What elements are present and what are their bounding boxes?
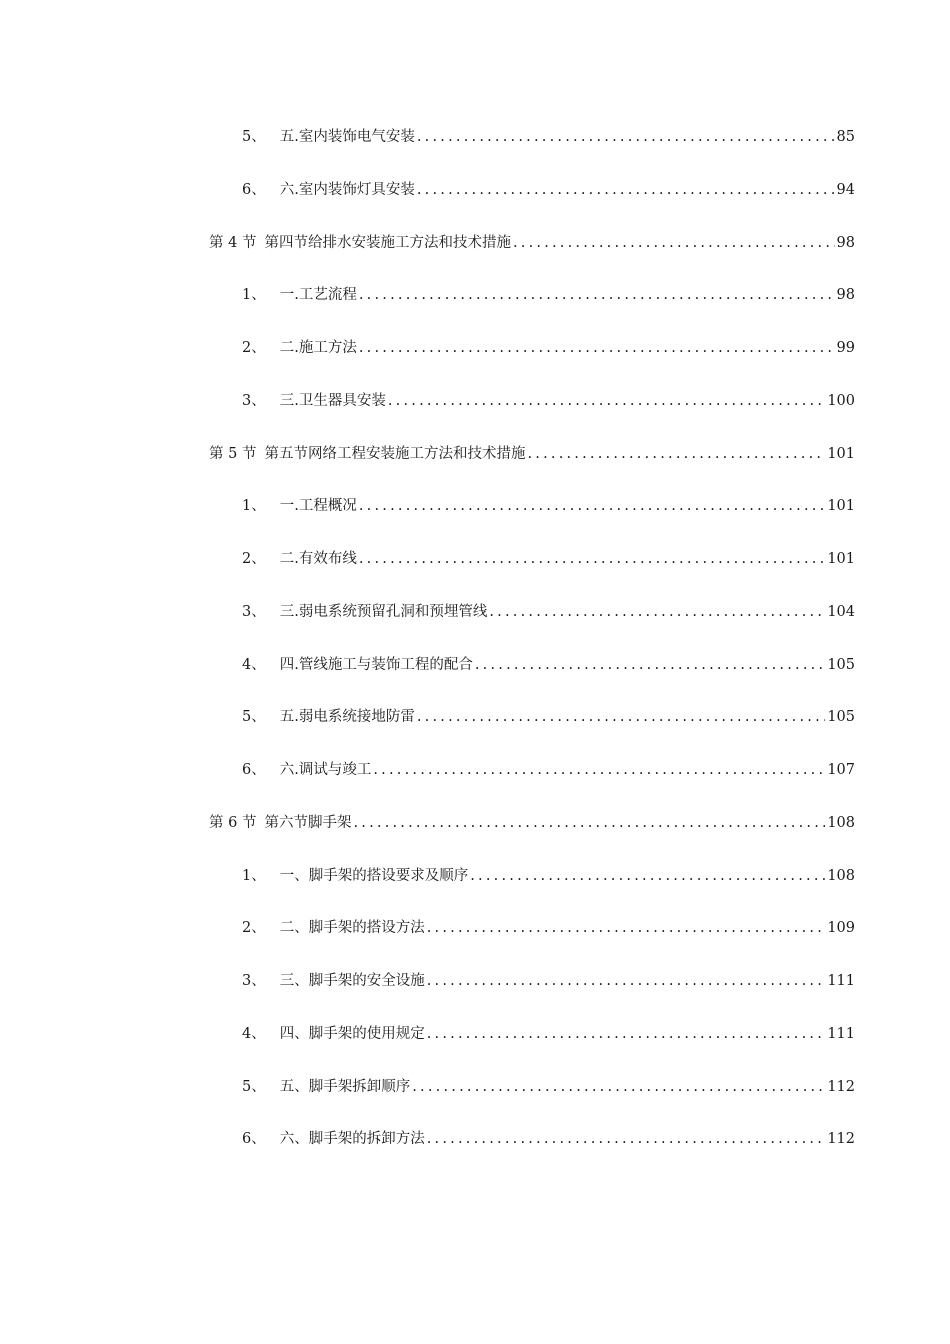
toc-section-entry[interactable] [209, 441, 855, 494]
toc-entry-number: 4、 [242, 1025, 266, 1042]
toc-entry-title: 六.调试与竣工 [279, 762, 372, 778]
toc-entry-page: 98 [836, 287, 855, 304]
toc-dot-leader [388, 388, 825, 414]
toc-entry-number: 6、 [242, 762, 266, 778]
toc-section-number: 第 4 节 [209, 234, 257, 251]
toc-entry-number: 4、 [242, 656, 266, 673]
toc-entry-title: 二.施工方法 [279, 340, 357, 356]
toc-entry-page: 85 [836, 129, 855, 145]
toc-entry-title: 五.弱电系统接地防雷 [279, 709, 415, 726]
toc-entry[interactable] [209, 388, 855, 441]
toc-entry-page: 109 [827, 920, 855, 937]
toc-entry-page: 112 [827, 1131, 855, 1148]
toc-entry-page: 107 [827, 762, 855, 778]
toc-entry-title: 二、脚手架的搭设方法 [279, 920, 425, 937]
toc-dot-leader [412, 1074, 825, 1100]
toc-dot-leader [359, 546, 825, 572]
toc-entry[interactable] [209, 124, 855, 177]
toc-entry-number: 1、 [242, 498, 266, 515]
toc-entry-number: 5、 [242, 129, 266, 145]
toc-entry-title: 一.工艺流程 [279, 287, 357, 304]
toc-dot-leader [359, 493, 825, 519]
toc-entry[interactable] [209, 282, 855, 335]
toc-entry-number: 2、 [242, 340, 266, 356]
toc-entry-title: 二.有效布线 [279, 551, 357, 567]
toc-entry-page: 100 [827, 392, 855, 409]
toc-dot-leader [427, 915, 826, 941]
toc-entry[interactable] [209, 863, 855, 916]
toc-entry[interactable] [209, 757, 855, 810]
toc-entry[interactable] [209, 335, 855, 388]
toc-entry-page: 99 [836, 340, 855, 356]
toc-entry-page: 111 [827, 1025, 855, 1042]
toc-entry-number: 5、 [242, 709, 266, 726]
toc-dot-leader [359, 282, 835, 308]
toc-entry-title: 五.室内装饰电气安装 [279, 129, 415, 145]
toc-entry-number: 3、 [242, 603, 266, 620]
toc-entry-title: 三.弱电系统预留孔洞和预埋管线 [279, 603, 488, 620]
toc-dot-leader [427, 968, 826, 994]
toc-entry-page: 108 [827, 867, 855, 884]
toc-entry-title: 一.工程概况 [279, 498, 357, 515]
toc-entry[interactable] [209, 704, 855, 757]
toc-dot-leader [427, 1021, 826, 1047]
toc-entry-number: 2、 [242, 920, 266, 937]
toc-dot-leader [417, 177, 835, 203]
toc-dot-leader [373, 757, 825, 783]
toc-dot-leader [359, 335, 835, 361]
toc-entry-number: 1、 [242, 867, 266, 884]
toc-entry-page: 111 [827, 973, 855, 989]
toc-entry[interactable] [209, 177, 855, 230]
toc-section-title: 第五节网络工程安装施工方法和技术措施 [264, 445, 526, 462]
toc-entry-page: 101 [827, 551, 855, 567]
toc-entry[interactable] [209, 1021, 855, 1074]
toc-entry-title: 一、脚手架的搭设要求及顺序 [279, 867, 469, 884]
toc-entry-title: 五、脚手架拆卸顺序 [279, 1078, 411, 1095]
toc-entry-title: 六、脚手架的拆卸方法 [279, 1131, 425, 1148]
toc-section-entry[interactable] [209, 810, 855, 863]
toc-dot-leader [513, 230, 835, 256]
toc-entry-page: 105 [827, 709, 855, 726]
toc-entry-page: 101 [827, 498, 855, 515]
toc-entry-number: 3、 [242, 392, 266, 409]
toc-entry[interactable] [209, 1074, 855, 1127]
toc-entry-number: 5、 [242, 1078, 266, 1095]
toc-entry-page: 98 [836, 234, 855, 251]
toc-dot-leader [489, 599, 825, 625]
toc-section-number: 第 6 节 [209, 814, 257, 831]
toc-entry-title: 六.室内装饰灯具安装 [279, 181, 415, 198]
toc-dot-leader [427, 1126, 826, 1152]
toc-dot-leader [470, 863, 825, 889]
toc-entry-page: 101 [827, 445, 855, 462]
toc-entry-page: 112 [827, 1078, 855, 1095]
toc-section-number: 第 5 节 [209, 445, 257, 462]
toc-dot-leader [417, 124, 835, 150]
toc-section-title: 第四节给排水安装施工方法和技术措施 [264, 234, 511, 251]
table-of-contents [209, 124, 855, 1179]
toc-dot-leader [475, 652, 825, 678]
toc-entry[interactable] [209, 915, 855, 968]
toc-entry-page: 108 [827, 814, 855, 831]
toc-entry-number: 6、 [242, 1131, 266, 1148]
toc-entry-number: 3、 [242, 973, 266, 989]
toc-entry[interactable] [209, 599, 855, 652]
toc-entry-number: 2、 [242, 551, 266, 567]
toc-dot-leader [527, 441, 825, 467]
toc-section-title: 第六节脚手架 [264, 814, 352, 831]
toc-entry-title: 四.管线施工与装饰工程的配合 [279, 656, 473, 673]
toc-entry-title: 三.卫生器具安装 [279, 392, 386, 409]
toc-entry-page: 94 [836, 181, 855, 198]
toc-entry[interactable] [209, 546, 855, 599]
toc-entry-page: 104 [827, 603, 855, 620]
toc-entry[interactable] [209, 968, 855, 1021]
toc-entry-number: 6、 [242, 181, 266, 198]
toc-entry[interactable] [209, 493, 855, 546]
toc-dot-leader [417, 704, 825, 730]
toc-entry[interactable] [209, 652, 855, 705]
toc-section-entry[interactable] [209, 230, 855, 283]
toc-entry-number: 1、 [242, 287, 266, 304]
toc-entry-title: 三、脚手架的安全设施 [279, 973, 425, 989]
toc-entry-page: 105 [827, 656, 855, 673]
toc-dot-leader [353, 810, 825, 836]
toc-entry-title: 四、脚手架的使用规定 [279, 1025, 425, 1042]
toc-entry[interactable] [209, 1126, 855, 1179]
